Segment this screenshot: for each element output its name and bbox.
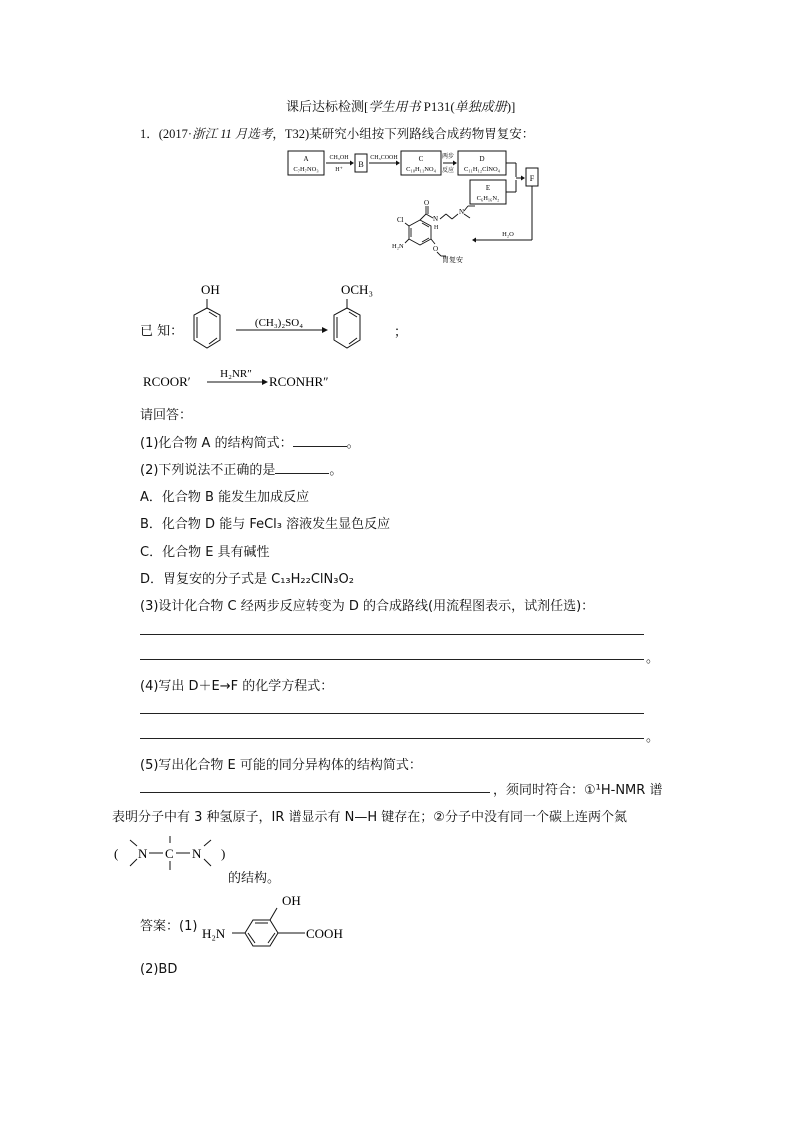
paren-open: ( xyxy=(114,846,119,861)
part-5-cont: ，须同时符合：①¹H-NMR 谱 xyxy=(493,783,663,798)
ans-OH: OH xyxy=(282,893,301,908)
product-structure xyxy=(405,206,475,256)
part-5-tail: 的结构。 xyxy=(228,871,281,886)
part-4: (4)写出 D＋E→F 的化学方程式： xyxy=(140,679,334,694)
phenol-OH: OH xyxy=(201,282,220,297)
ester: RCOOR′ xyxy=(143,374,191,389)
part-5: (5)写出化合物 E 可能的同分异构体的结构简式： xyxy=(140,758,422,773)
label-E: E xyxy=(485,184,491,192)
atom-O-carbonyl: O xyxy=(424,199,430,207)
formula-E: C₆H₁₆N₂ xyxy=(476,195,500,202)
answer-1-structure xyxy=(200,890,370,950)
question-1-intro: 1．(2017·浙江 11 月选考，T32)某研究小组按下列路线合成药物胃复安： xyxy=(140,127,535,141)
label-C: C xyxy=(418,155,424,163)
option-B: B．化合物 D 能与 FeCl₃ 溶液发生显色反应 xyxy=(140,517,391,532)
anisole-structure xyxy=(334,299,360,348)
part-4-end: 。 xyxy=(646,730,660,745)
synthesis-scheme xyxy=(280,148,560,270)
formula-D: C₁₁H₁₂ClNO₄ xyxy=(464,166,500,173)
atom-N-left: N xyxy=(138,846,148,861)
label-D: D xyxy=(479,155,485,163)
formula-A: C₇H₇NO₃ xyxy=(293,166,319,173)
ncn-fragment xyxy=(112,828,242,878)
answer-blank-1[interactable] xyxy=(293,435,347,447)
anisole-OCH3: OCH₃ xyxy=(341,282,373,297)
answer-2: (2)BD xyxy=(140,962,178,977)
reagent-acetic-acid: CH₃COOH xyxy=(370,155,398,161)
paren-close: ) xyxy=(221,846,226,861)
known-label: 已 知： xyxy=(140,324,184,339)
label-A: A xyxy=(303,155,309,163)
part-1: (1)化合物 A 的结构简式： 。 xyxy=(140,436,360,451)
amine-reagent: H₂NR″ xyxy=(220,368,252,380)
part-3-end: 。 xyxy=(646,651,660,666)
product-name: 胃复安 xyxy=(442,256,463,264)
atom-Cl: Cl xyxy=(397,216,404,224)
atom-N-amide: N xyxy=(433,215,439,223)
reagent-methanol: CH₃OH xyxy=(329,155,349,161)
two-step-bottom: 反应 xyxy=(441,168,455,174)
semicolon: ； xyxy=(394,324,408,339)
option-D: D．胃复安的分子式是 C₁₃H₂₂ClN₃O₂ xyxy=(140,572,354,587)
atom-C: C xyxy=(165,846,174,861)
known-reaction-1 xyxy=(140,278,420,362)
answer-line-4b[interactable] xyxy=(140,738,644,739)
section-title: 课后达标检测[学生用书 P131(单独成册)] xyxy=(286,99,516,114)
reagent-dimethyl-sulfate: (CH₃)₂SO₄ xyxy=(254,317,304,329)
atom-H-amide: H xyxy=(434,225,439,231)
part-3: (3)设计化合物 C 经两步反应转变为 D 的合成路线(用流程图表示，试剂任选)： xyxy=(140,599,595,614)
atom-N-amine: N xyxy=(459,208,465,216)
ans-COOH: COOH xyxy=(306,926,343,941)
phenol-structure xyxy=(194,299,220,348)
prompt: 请回答： xyxy=(140,408,193,423)
atom-O-methoxy: O xyxy=(433,245,439,253)
formula-C: C₁₀H₁₁NO₄ xyxy=(406,166,436,173)
ans-H2N: H₂N xyxy=(202,926,226,941)
answer-label: 答案：(1) xyxy=(140,919,198,934)
reagent-acid: H⁺ xyxy=(335,167,343,173)
option-A: A．化合物 B 能发生加成反应 xyxy=(140,490,310,505)
label-B: B xyxy=(358,160,364,169)
answer-line-5[interactable] xyxy=(140,792,490,793)
group-H2N: H₂N xyxy=(392,243,404,250)
amide: RCONHR″ xyxy=(269,374,329,389)
option-C: C．化合物 E 具有碱性 xyxy=(140,545,270,560)
answer-blank-2[interactable] xyxy=(275,462,329,474)
label-F: F xyxy=(529,174,535,183)
part-5-line2: 表明分子中有 3 种氢原子，IR 谱显示有 N—H 键存在；②分子中没有同一个碳上连两个氮 xyxy=(112,810,627,825)
answer-line-3b[interactable] xyxy=(140,659,644,660)
answer-line-4a[interactable] xyxy=(140,713,644,714)
two-step-top: 两步 xyxy=(441,154,455,160)
reagent-water: H₂O xyxy=(502,231,514,238)
answer-line-3a[interactable] xyxy=(140,634,644,635)
part-2: (2)下列说法不正确的是 。 xyxy=(140,463,343,478)
known-reaction-2 xyxy=(140,362,380,392)
atom-N-right: N xyxy=(192,846,202,861)
